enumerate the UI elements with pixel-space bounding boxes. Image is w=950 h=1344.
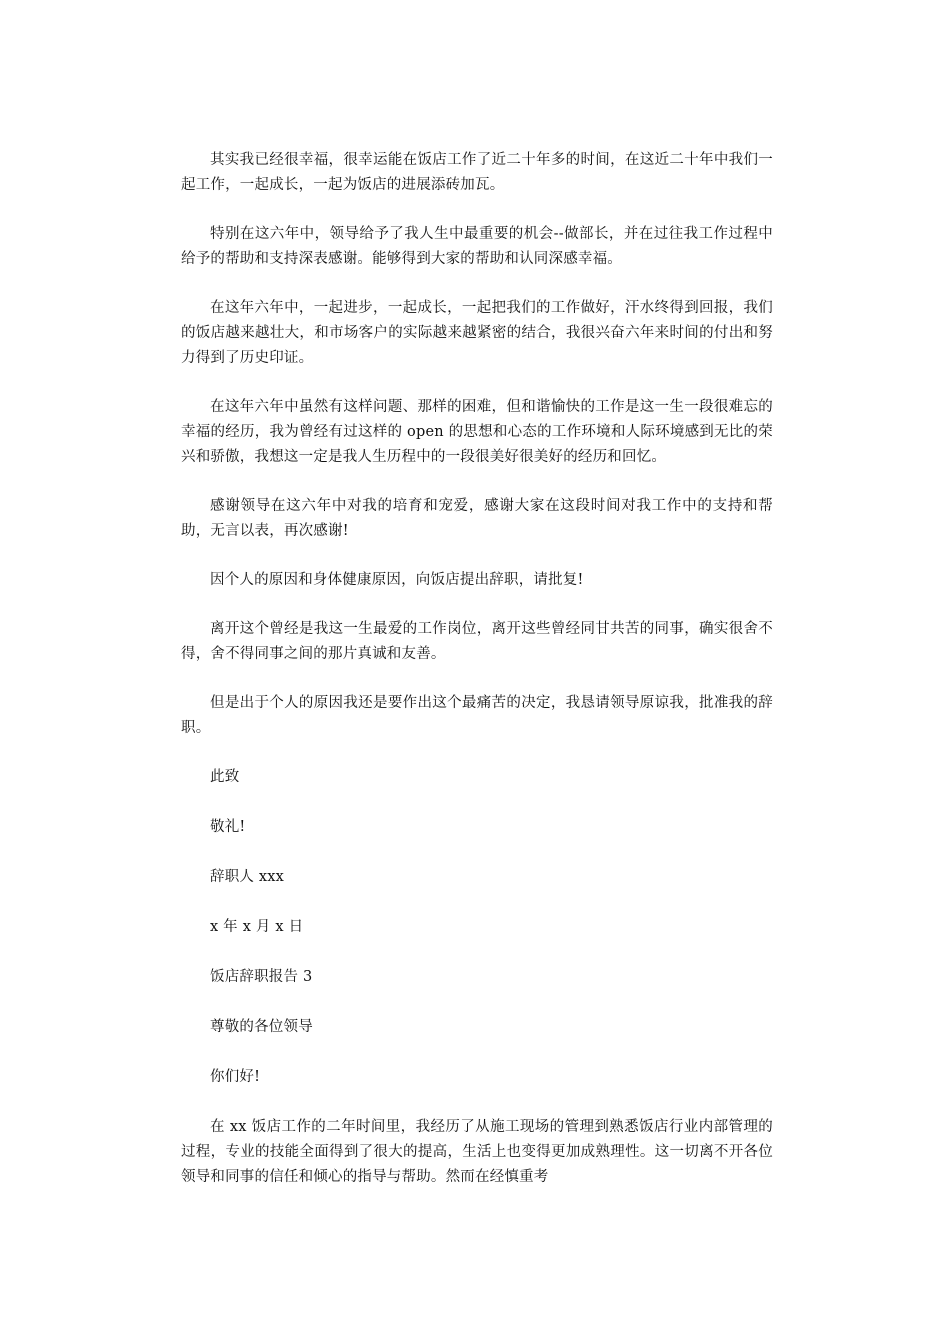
closing-regards: 敬礼! (210, 819, 246, 835)
date-line: x 年 x 月 x 日 (210, 919, 304, 935)
greeting-hello: 你们好! (210, 1069, 261, 1085)
paragraph-resignation-request: 因个人的原因和身体健康原因，向饭店提出辞职，请批复! (210, 572, 584, 588)
paragraph-thanks: 感谢领导在这六年中对我的培育和宠爱，感谢大家在这段时间对我工作中的支持和帮助，无言以表，再次感谢! (181, 498, 773, 539)
paragraph-happiness: 其实我已经很幸福，很幸运能在饭店工作了近二十年多的时间，在这近二十年中我们一起工作，一起成长，一起为饭店的进展添砖加瓦。 (181, 152, 773, 193)
paragraph-decision: 但是出于个人的原因我还是要作出这个最痛苦的决定，我恳请领导原谅我，批准我的辞职。 (181, 695, 773, 736)
paragraph-gratitude-minister: 特别在这六年中，领导给予了我人生中最重要的机会--做部长，并在过往我工作过程中给予的帮助和支持深表感谢。能够得到大家的帮助和认同深感幸福。 (181, 226, 773, 267)
paragraph-two-years: 在 xx 饭店工作的二年时间里，我经历了从施工现场的管理到熟悉饭店行业内部管理的过程，专业的技能全面得到了很大的提高，生活上也变得更加成熟理性。这一切离不开各位领导和同事的信任和倾心的指导与帮助。然而在经慎重考 (181, 1119, 773, 1185)
document-body (181, 148, 773, 1214)
closing-salutation: 此致 (210, 769, 240, 785)
paragraph-six-years-progress: 在这年六年中，一起进步，一起成长，一起把我们的工作做好，汗水终得到回报，我们的饭店越来越壮大，和市场客户的实际越来越紧密的结合，我很兴奋六年来时间的付出和努力得到了历史印证。 (181, 300, 773, 366)
signature-line: 辞职人 xxx (210, 869, 285, 885)
paragraph-difficulties: 在这年六年中虽然有这样问题、那样的困难，但和谐愉快的工作是这一生一段很难忘的幸福的经历，我为曾经有过这样的 open 的思想和心态的工作环境和人际环境感到无比的荣兴和骄傲，我想这一定是我人生历程中的一段很美好很美好的经历和回忆。 (181, 399, 773, 465)
section-title: 饭店辞职报告 3 (210, 969, 313, 985)
paragraph-leaving: 离开这个曾经是我这一生最爱的工作岗位，离开这些曾经同甘共苦的同事，确实很舍不得，舍不得同事之间的那片真诚和友善。 (181, 621, 773, 662)
greeting-addressee: 尊敬的各位领导 (210, 1019, 313, 1035)
